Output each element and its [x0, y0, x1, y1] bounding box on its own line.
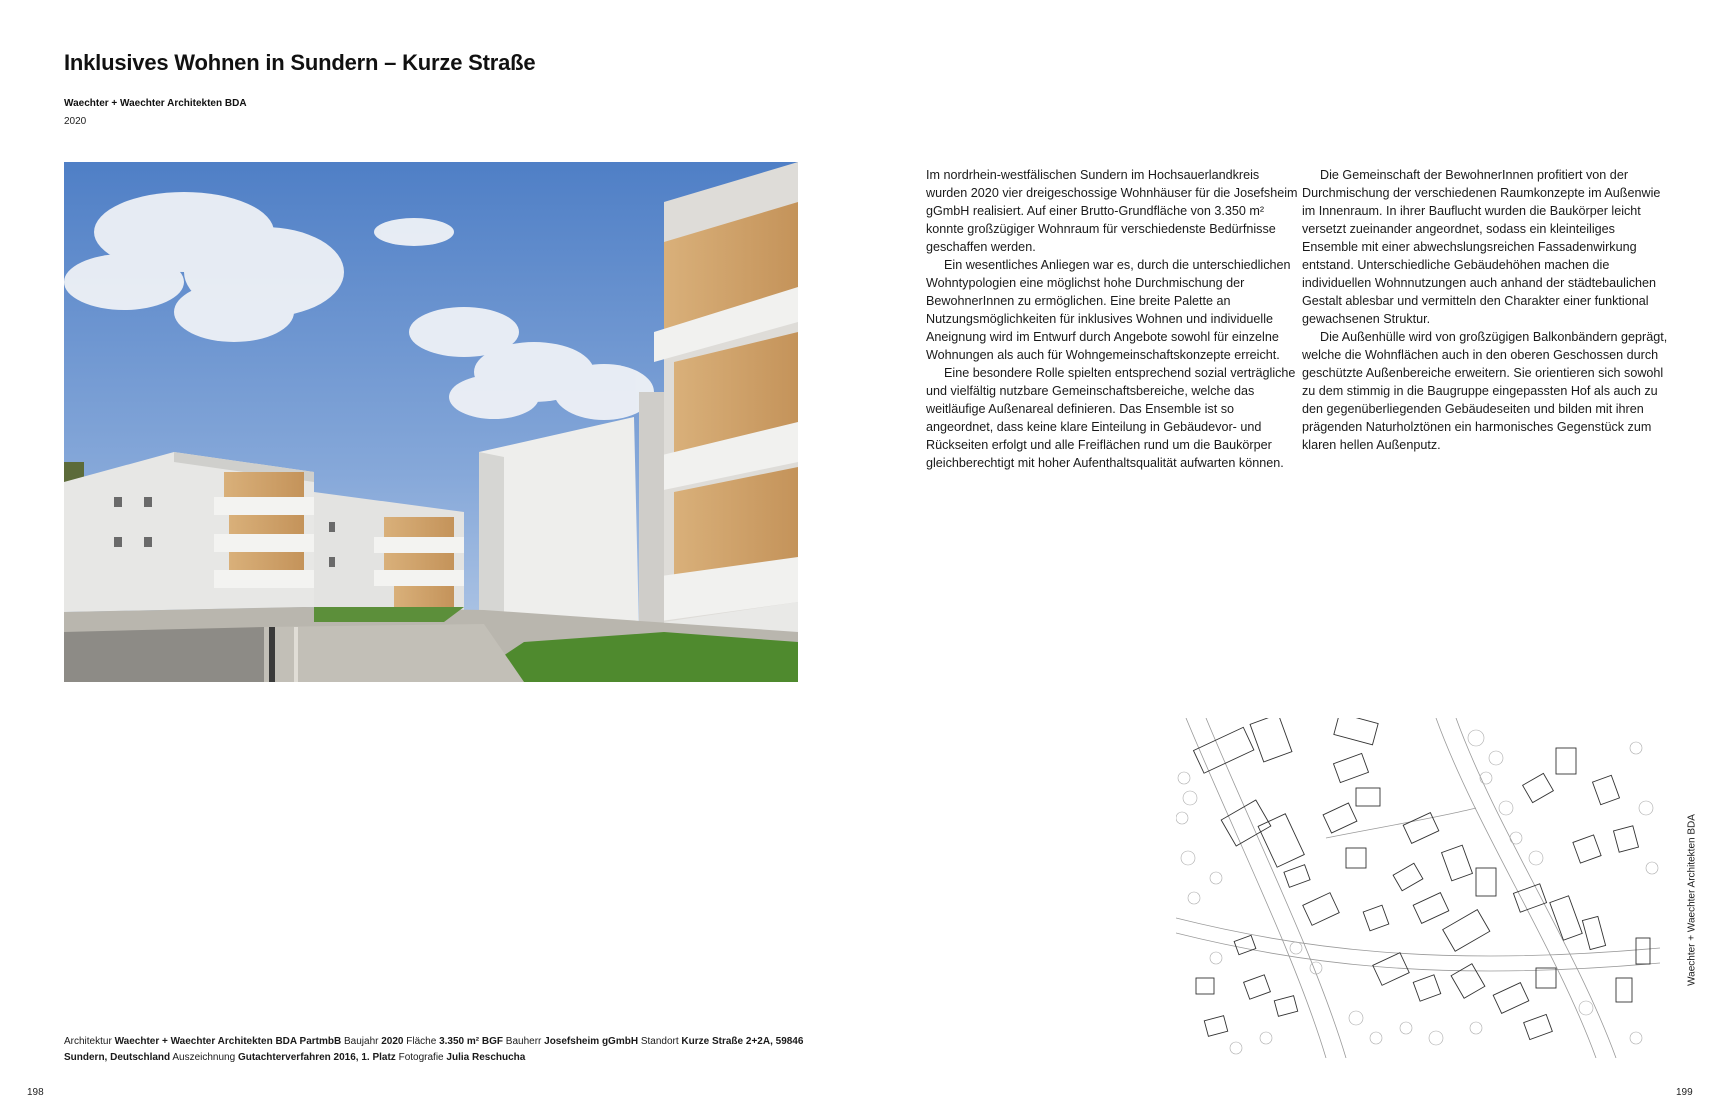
building-photo [64, 162, 798, 682]
project-year: 2020 [64, 116, 87, 127]
text-column-2 [1302, 166, 1674, 454]
credit-area-label: Fläche [403, 1036, 440, 1047]
page-number-left: 198 [27, 1087, 44, 1098]
credit-location-value: Kurze Straße 2+2A, 59846 Sundern, Deutschland [64, 1036, 804, 1063]
paragraph: Eine besondere Rolle spielten entsprechend sozial verträgliche und vielfältig nutzbare Gemeinschaftsbereiche, welche das weitläufige Außenareal definieren. Das Ensemble ist so angeordnet, dass keine klare Einteilung in Gebäudevor- und Rückseiten erfolgt und alle Freiflächen rund um die Baukörper gleichberechtigt mit hoher Aufenthaltsqualität aufwarten können. [926, 366, 1296, 470]
credit-year-value: 2020 [381, 1036, 404, 1047]
credit-area-value: 3.350 m² BGF [439, 1036, 503, 1047]
site-plan-drawing [1176, 718, 1660, 1058]
paragraph: Im nordrhein-westfälischen Sundern im Hochsauerlandkreis wurden 2020 vier dreigeschossige Wohnhäuser für die Josefsheim gGmbH realisiert. Auf einer Brutto-Grundfläche von 3.350 m² konnte großzügiger Wohnraum für verschiedenste Bedürfnisse geschaffen werden. [926, 168, 1298, 254]
credit-award-label: Auszeichnung [170, 1052, 238, 1063]
credit-architecture-value: Waechter + Waechter Architekten BDA PartmbB [114, 1036, 342, 1047]
paragraph: Die Gemeinschaft der BewohnerInnen profitiert von der Durchmischung der verschiedenen Raumkonzepte im Außenwie im Innenraum. In ihrer Bauflucht wurden die Baukörper leicht versetzt zueinander angeordnet, sodass ein kleinteiliges Ensemble mit einer abwechslungsreichen Fassadenwirkung entstand. Unterschiedliche Gebäudehöhen machen die individuellen Wohnnutzungen auch anhand der städtebaulichen Gestalt ablesbar und vermitteln den Charakter einer funktional gewachsenen Struktur. [1302, 168, 1661, 326]
credit-client-label: Bauherr [503, 1036, 545, 1047]
page-title: Inklusives Wohnen in Sundern – Kurze Straße [64, 50, 536, 75]
site-plan [1176, 718, 1660, 1058]
credit-location-label: Standort [638, 1036, 682, 1047]
paragraph: Die Außenhülle wird von großzügigen Balkonbändern geprägt, welche die Wohnflächen auch in den oberen Geschossen durch geschützte Außenbereiche erweitern. Sie orientieren sich sowohl zu dem stimmig in die Baugruppe eingepassten Hof als auch zu den gegenüberliegenden Gebäudeseiten und bilden mit ihren prägenden Naturholztönen ein harmonisches Gegenstück zum klaren hellen Außenputz. [1302, 330, 1668, 452]
text-column-1 [926, 166, 1298, 472]
credit-architecture-label: Architektur [64, 1036, 115, 1047]
building-photo-illustration [64, 162, 798, 682]
architect-name: Waechter + Waechter Architekten BDA [64, 98, 247, 109]
credit-client-value: Josefsheim gGmbH [544, 1036, 639, 1047]
credit-photo-value: Julia Reschucha [446, 1052, 526, 1063]
credit-photo-label: Fotografie [395, 1052, 447, 1063]
project-credits [64, 1034, 808, 1066]
vertical-architect-label: Waechter + Waechter Architekten BDA [1686, 814, 1698, 986]
credit-year-label: Baujahr [341, 1036, 382, 1047]
credit-award-value: Gutachterverfahren 2016, 1. Platz [237, 1052, 396, 1063]
paragraph: Ein wesentliches Anliegen war es, durch die unterschiedlichen Wohntypologien eine möglichst hohe Durchmischung der BewohnerInnen zu ermöglichen. Eine breite Palette an Nutzungsmöglichkeiten für inklusives Wohnen und individuelle Aneignung wird im Entwurf durch Angebote sowohl für einzelne Wohnungen als auch für Wohngemeinschaftskonzepte erreicht. [926, 258, 1291, 362]
page-number-right: 199 [1676, 1087, 1693, 1098]
